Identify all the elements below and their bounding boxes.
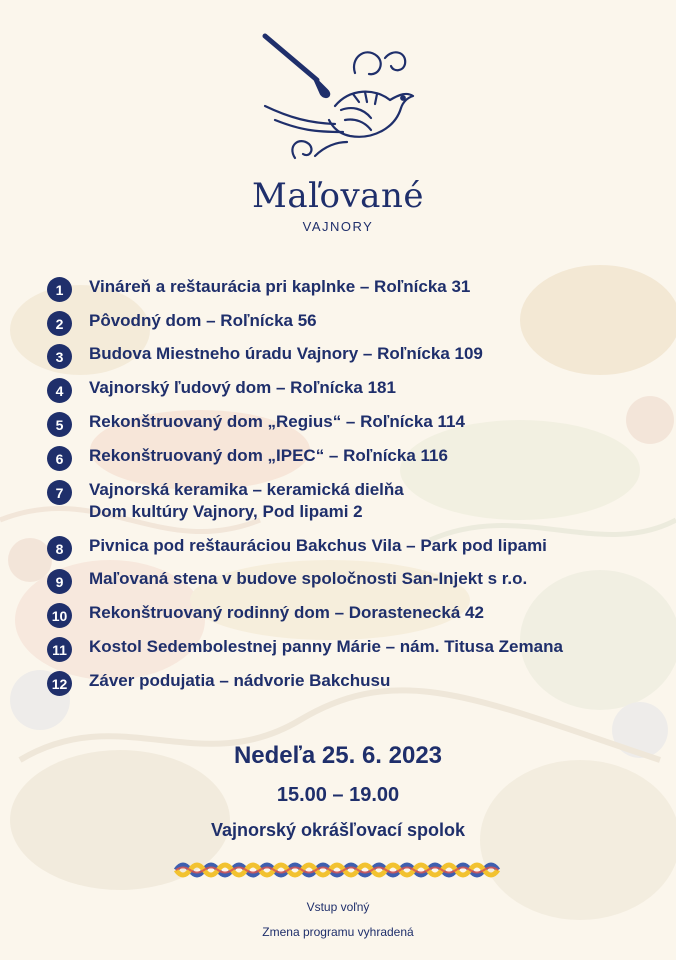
brand-subtitle: VAJNORY	[302, 219, 374, 234]
item-text	[89, 479, 404, 523]
program-item-5	[47, 411, 465, 437]
item-number-badge: 1	[47, 277, 72, 302]
event-date: Nedeľa 25. 6. 2023	[233, 742, 443, 769]
item-number-badge: 11	[47, 637, 72, 662]
item-number-badge: 3	[47, 344, 72, 369]
program-item-10	[47, 602, 484, 628]
program-change-note: Zmena programu vyhradená	[262, 925, 414, 939]
program-item-4	[47, 377, 396, 403]
program-item-1	[47, 276, 470, 302]
item-number-badge: 4	[47, 378, 72, 403]
item-text: Vajnorský ľudový dom – Roľnícka 181	[89, 378, 396, 397]
item-text: Rekonštruovaný dom „Regius“ – Roľnícka 114	[89, 412, 465, 431]
item-text: Rekonštruovaný dom „IPEC“ – Roľnícka 116	[89, 446, 448, 465]
program-item-2	[47, 310, 317, 336]
program-item-3	[47, 343, 483, 369]
item-number-badge: 8	[47, 536, 72, 561]
item-text: Maľovaná stena v budove spoločnosti San-Injekt s r.o.	[89, 569, 528, 588]
event-time: 15.00 – 19.00	[276, 784, 400, 806]
decorative-wave-border	[174, 858, 502, 882]
program-item-12	[47, 670, 390, 696]
item-text: Rekonštruovaný rodinný dom – Dorastenecká 42	[89, 603, 484, 622]
paintbrush-bird-icon	[255, 28, 425, 178]
item-number-badge: 5	[47, 412, 72, 437]
program-item-9	[47, 568, 527, 594]
item-text: Budova Miestneho úradu Vajnory – Roľnícka 109	[89, 344, 483, 363]
entry-note: Vstup voľný	[306, 900, 370, 914]
item-text-line-2: Dom kultúry Vajnory, Pod lipami 2	[89, 502, 363, 521]
item-text: Pôvodný dom – Roľnícka 56	[89, 311, 317, 330]
item-number-badge: 12	[47, 671, 72, 696]
program-item-7	[47, 479, 404, 523]
item-text: Záver podujatia – nádvorie Bakchusu	[89, 671, 391, 690]
item-text: Vináreň a reštaurácia pri kaplnke – Roľnícka 31	[89, 277, 471, 296]
item-number-badge: 2	[47, 311, 72, 336]
item-number-badge: 6	[47, 446, 72, 471]
brand-title: Maľované	[252, 176, 424, 216]
event-organizer: Vajnorský okrášľovací spolok	[210, 820, 466, 840]
item-text: Pivnica pod reštauráciou Bakchus Vila – Park pod lipami	[89, 536, 547, 555]
item-text-line-1: Vajnorská keramika – keramická dielňa	[89, 480, 404, 499]
item-text: Kostol Sedembolestnej panny Márie – nám. Titusa Zemana	[89, 637, 563, 656]
item-number-badge: 10	[47, 603, 72, 628]
program-item-11	[47, 636, 563, 662]
program-item-8	[47, 535, 547, 561]
program-item-6	[47, 445, 448, 471]
item-number-badge: 7	[47, 480, 72, 505]
item-number-badge: 9	[47, 569, 72, 594]
